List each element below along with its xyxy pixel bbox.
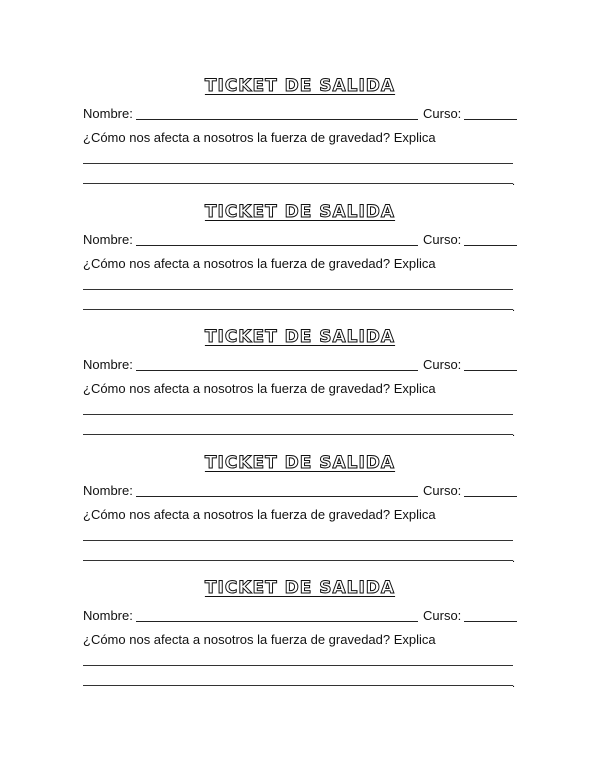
name-blank-line[interactable] [136, 621, 418, 622]
course-blank-line[interactable] [464, 245, 517, 246]
answer-line-2[interactable] [83, 309, 513, 310]
question-text: ¿Cómo nos afecta a nosotros la fuerza de gravedad? Explica [83, 381, 436, 396]
course-label: Curso: [423, 608, 462, 623]
name-course-row [83, 230, 517, 250]
name-course-row [83, 104, 517, 124]
name-blank-line[interactable] [136, 496, 418, 497]
exit-ticket [0, 453, 600, 579]
course-label: Curso: [423, 232, 462, 247]
ticket-title: TICKET DE SALIDA [204, 202, 396, 222]
name-course-row [83, 481, 517, 501]
question-text: ¿Cómo nos afecta a nosotros la fuerza de gravedad? Explica [83, 507, 436, 522]
name-label: Nombre: [83, 357, 133, 372]
name-course-row [83, 606, 517, 626]
name-label: Nombre: [83, 232, 133, 247]
exit-ticket [0, 578, 600, 704]
answer-line-2[interactable] [83, 183, 513, 184]
exit-ticket [0, 202, 600, 328]
exit-ticket [0, 76, 600, 202]
answer-line-1[interactable] [83, 665, 513, 666]
end-mark: . [512, 553, 516, 565]
question-text: ¿Cómo nos afecta a nosotros la fuerza de gravedad? Explica [83, 130, 436, 145]
course-blank-line[interactable] [464, 119, 517, 120]
ticket-title: TICKET DE SALIDA [204, 76, 396, 96]
course-label: Curso: [423, 357, 462, 372]
course-blank-line[interactable] [464, 496, 517, 497]
answer-line-1[interactable] [83, 289, 513, 290]
end-mark: . [512, 427, 516, 439]
end-mark: . [512, 678, 516, 690]
answer-line-2[interactable] [83, 685, 513, 686]
course-blank-line[interactable] [464, 370, 517, 371]
exit-ticket [0, 327, 600, 453]
course-blank-line[interactable] [464, 621, 517, 622]
name-label: Nombre: [83, 483, 133, 498]
question-text: ¿Cómo nos afecta a nosotros la fuerza de gravedad? Explica [83, 256, 436, 271]
answer-line-1[interactable] [83, 163, 513, 164]
course-label: Curso: [423, 106, 462, 121]
course-label: Curso: [423, 483, 462, 498]
answer-line-1[interactable] [83, 540, 513, 541]
answer-line-2[interactable] [83, 560, 513, 561]
end-mark: . [512, 176, 516, 188]
name-blank-line[interactable] [136, 119, 418, 120]
name-blank-line[interactable] [136, 370, 418, 371]
ticket-title: TICKET DE SALIDA [204, 327, 396, 347]
name-blank-line[interactable] [136, 245, 418, 246]
name-label: Nombre: [83, 106, 133, 121]
answer-line-2[interactable] [83, 434, 513, 435]
question-text: ¿Cómo nos afecta a nosotros la fuerza de gravedad? Explica [83, 632, 436, 647]
name-course-row [83, 355, 517, 375]
ticket-title: TICKET DE SALIDA [204, 453, 396, 473]
ticket-title: TICKET DE SALIDA [204, 578, 396, 598]
name-label: Nombre: [83, 608, 133, 623]
end-mark: . [512, 302, 516, 314]
answer-line-1[interactable] [83, 414, 513, 415]
